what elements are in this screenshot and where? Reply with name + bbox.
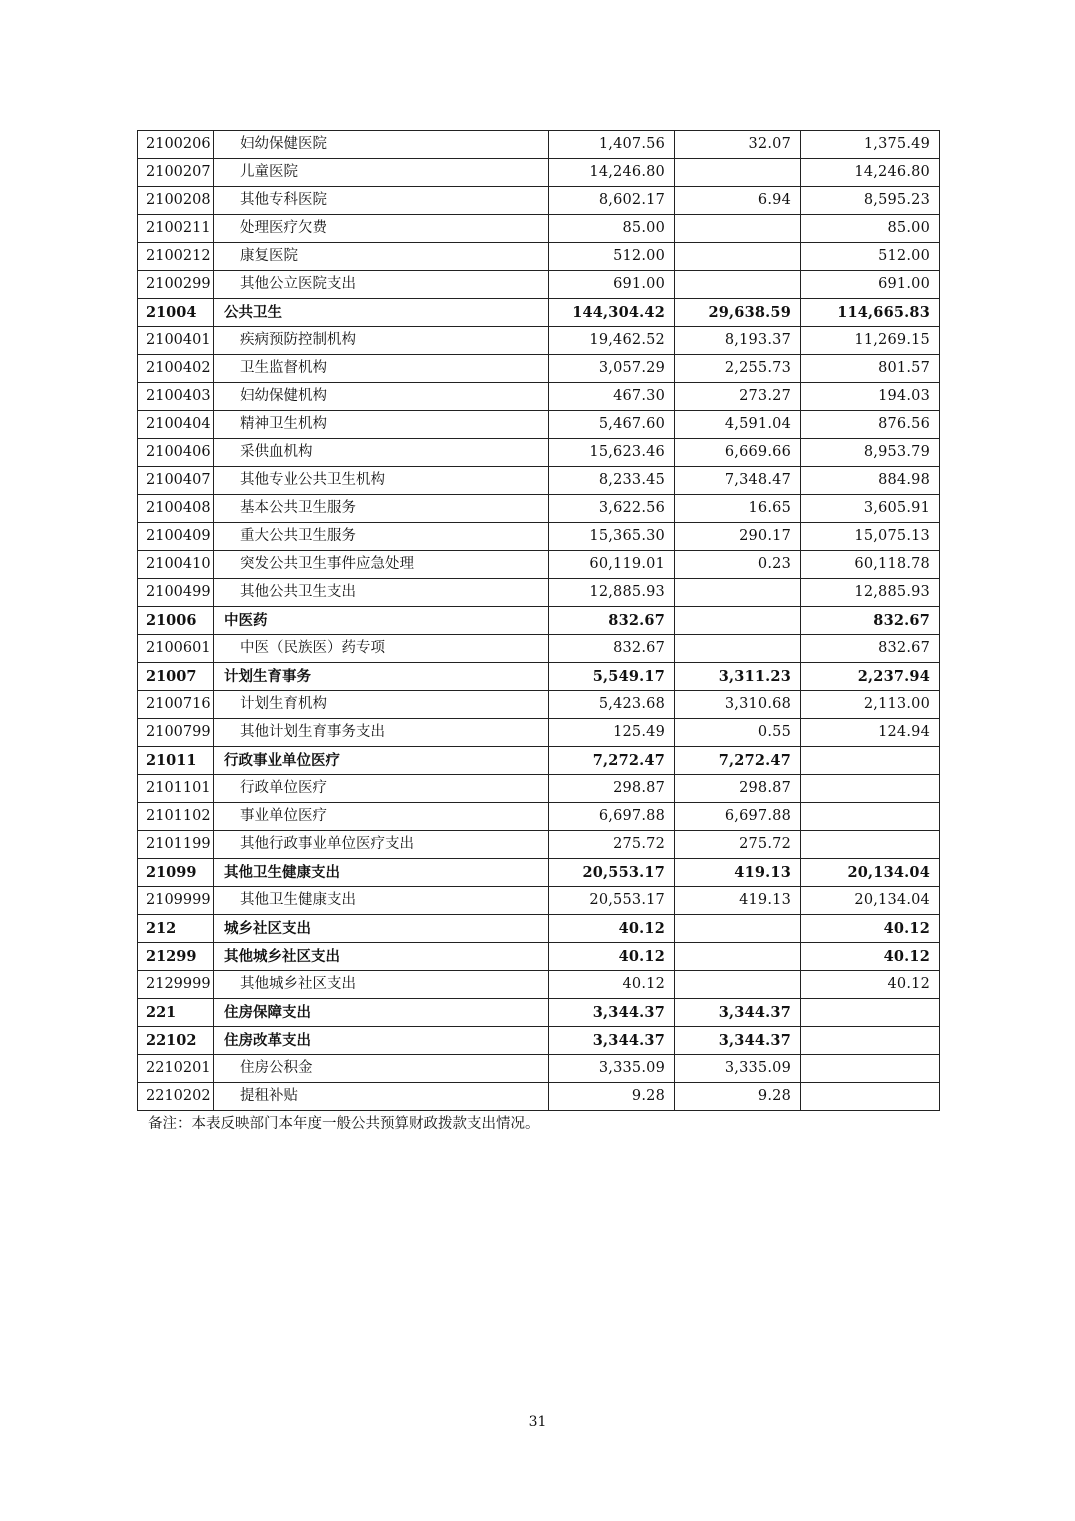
subject-code-cell: 21006: [138, 607, 214, 635]
subject-code-cell: 21004: [138, 299, 214, 327]
subject-code-cell: 2100499: [138, 579, 214, 607]
basic-expenditure-cell: [675, 971, 801, 999]
total-amount-cell: 40.12: [549, 971, 675, 999]
subject-name-cell: 行政事业单位医疗: [214, 747, 549, 775]
subject-name-cell: 提租补贴: [214, 1083, 549, 1111]
subject-name-cell: 其他专科医院: [214, 187, 549, 215]
table-row: [138, 299, 940, 327]
subject-name-cell: 基本公共卫生服务: [214, 495, 549, 523]
total-amount-cell: 275.72: [549, 831, 675, 859]
basic-expenditure-cell: [675, 243, 801, 271]
basic-expenditure-cell: [675, 271, 801, 299]
table-row: [138, 915, 940, 943]
total-amount-cell: 832.67: [549, 607, 675, 635]
total-amount-cell: 60,119.01: [549, 551, 675, 579]
total-amount-cell: 3,622.56: [549, 495, 675, 523]
project-expenditure-cell: [801, 747, 940, 775]
basic-expenditure-cell: [675, 915, 801, 943]
basic-expenditure-cell: 6,669.66: [675, 439, 801, 467]
table-row: [138, 691, 940, 719]
table-row: [138, 411, 940, 439]
subject-name-cell: 行政单位医疗: [214, 775, 549, 803]
total-amount-cell: 691.00: [549, 271, 675, 299]
total-amount-cell: 1,407.56: [549, 131, 675, 159]
total-amount-cell: 5,423.68: [549, 691, 675, 719]
table-row: [138, 831, 940, 859]
subject-code-cell: 2100299: [138, 271, 214, 299]
table-row: [138, 1055, 940, 1083]
subject-code-cell: 2100799: [138, 719, 214, 747]
basic-expenditure-cell: 3,344.37: [675, 999, 801, 1027]
total-amount-cell: 3,335.09: [549, 1055, 675, 1083]
total-amount-cell: 85.00: [549, 215, 675, 243]
basic-expenditure-cell: [675, 215, 801, 243]
table-row: [138, 775, 940, 803]
table-row: [138, 159, 940, 187]
project-expenditure-cell: [801, 1027, 940, 1055]
subject-name-cell: 住房保障支出: [214, 999, 549, 1027]
project-expenditure-cell: [801, 775, 940, 803]
basic-expenditure-cell: 419.13: [675, 887, 801, 915]
subject-code-cell: 2100601: [138, 635, 214, 663]
total-amount-cell: 40.12: [549, 943, 675, 971]
subject-code-cell: 221: [138, 999, 214, 1027]
table-row: [138, 187, 940, 215]
project-expenditure-cell: [801, 1083, 940, 1111]
total-amount-cell: 20,553.17: [549, 859, 675, 887]
table-row: [138, 607, 940, 635]
subject-code-cell: 2100409: [138, 523, 214, 551]
subject-name-cell: 重大公共卫生服务: [214, 523, 549, 551]
total-amount-cell: 8,233.45: [549, 467, 675, 495]
basic-expenditure-cell: 0.55: [675, 719, 801, 747]
subject-name-cell: 事业单位医疗: [214, 803, 549, 831]
subject-name-cell: 精神卫生机构: [214, 411, 549, 439]
subject-code-cell: 2129999: [138, 971, 214, 999]
project-expenditure-cell: 1,375.49: [801, 131, 940, 159]
basic-expenditure-cell: [675, 635, 801, 663]
table-row: [138, 971, 940, 999]
table-footnote: 备注：本表反映部门本年度一般公共预算财政拨款支出情况。: [148, 1116, 540, 1132]
project-expenditure-cell: 14,246.80: [801, 159, 940, 187]
project-expenditure-cell: 691.00: [801, 271, 940, 299]
subject-code-cell: 2100207: [138, 159, 214, 187]
subject-code-cell: 2100407: [138, 467, 214, 495]
project-expenditure-cell: 124.94: [801, 719, 940, 747]
project-expenditure-cell: 876.56: [801, 411, 940, 439]
project-expenditure-cell: 40.12: [801, 943, 940, 971]
basic-expenditure-cell: 4,591.04: [675, 411, 801, 439]
subject-code-cell: 2100410: [138, 551, 214, 579]
basic-expenditure-cell: 3,335.09: [675, 1055, 801, 1083]
project-expenditure-cell: 832.67: [801, 635, 940, 663]
subject-name-cell: 其他专业公共卫生机构: [214, 467, 549, 495]
basic-expenditure-cell: 298.87: [675, 775, 801, 803]
table-row: [138, 131, 940, 159]
basic-expenditure-cell: [675, 579, 801, 607]
basic-expenditure-cell: [675, 943, 801, 971]
subject-name-cell: 其他计划生育事务支出: [214, 719, 549, 747]
budget-expenditure-table: [137, 130, 940, 1111]
basic-expenditure-cell: 16.65: [675, 495, 801, 523]
subject-code-cell: 22102: [138, 1027, 214, 1055]
table-row: [138, 551, 940, 579]
project-expenditure-cell: 832.67: [801, 607, 940, 635]
basic-expenditure-cell: 273.27: [675, 383, 801, 411]
subject-name-cell: 其他城乡社区支出: [214, 971, 549, 999]
project-expenditure-cell: 60,118.78: [801, 551, 940, 579]
table-row: [138, 803, 940, 831]
table-row: [138, 719, 940, 747]
subject-name-cell: 儿童医院: [214, 159, 549, 187]
table-row: [138, 243, 940, 271]
project-expenditure-cell: 40.12: [801, 915, 940, 943]
total-amount-cell: 5,467.60: [549, 411, 675, 439]
basic-expenditure-cell: 3,311.23: [675, 663, 801, 691]
project-expenditure-cell: 8,953.79: [801, 439, 940, 467]
subject-code-cell: 2210202: [138, 1083, 214, 1111]
subject-name-cell: 住房改革支出: [214, 1027, 549, 1055]
subject-code-cell: 2210201: [138, 1055, 214, 1083]
subject-name-cell: 其他城乡社区支出: [214, 943, 549, 971]
subject-code-cell: 2101102: [138, 803, 214, 831]
subject-name-cell: 康复医院: [214, 243, 549, 271]
project-expenditure-cell: 8,595.23: [801, 187, 940, 215]
subject-name-cell: 突发公共卫生事件应急处理: [214, 551, 549, 579]
subject-code-cell: 2100212: [138, 243, 214, 271]
basic-expenditure-cell: 3,344.37: [675, 1027, 801, 1055]
project-expenditure-cell: 801.57: [801, 355, 940, 383]
project-expenditure-cell: 512.00: [801, 243, 940, 271]
basic-expenditure-cell: 290.17: [675, 523, 801, 551]
table-row: [138, 1027, 940, 1055]
table-row: [138, 579, 940, 607]
subject-code-cell: 2100408: [138, 495, 214, 523]
basic-expenditure-cell: 419.13: [675, 859, 801, 887]
total-amount-cell: 40.12: [549, 915, 675, 943]
total-amount-cell: 20,553.17: [549, 887, 675, 915]
total-amount-cell: 125.49: [549, 719, 675, 747]
subject-name-cell: 其他行政事业单位医疗支出: [214, 831, 549, 859]
project-expenditure-cell: 12,885.93: [801, 579, 940, 607]
basic-expenditure-cell: 0.23: [675, 551, 801, 579]
subject-name-cell: 计划生育事务: [214, 663, 549, 691]
project-expenditure-cell: 194.03: [801, 383, 940, 411]
subject-name-cell: 城乡社区支出: [214, 915, 549, 943]
table-row: [138, 383, 940, 411]
basic-expenditure-cell: 3,310.68: [675, 691, 801, 719]
total-amount-cell: 512.00: [549, 243, 675, 271]
total-amount-cell: 6,697.88: [549, 803, 675, 831]
table-row: [138, 747, 940, 775]
project-expenditure-cell: 3,605.91: [801, 495, 940, 523]
basic-expenditure-cell: 7,348.47: [675, 467, 801, 495]
basic-expenditure-cell: 32.07: [675, 131, 801, 159]
table-row: [138, 355, 940, 383]
subject-code-cell: 2109999: [138, 887, 214, 915]
total-amount-cell: 7,272.47: [549, 747, 675, 775]
total-amount-cell: 5,549.17: [549, 663, 675, 691]
subject-code-cell: 212: [138, 915, 214, 943]
subject-code-cell: 2100402: [138, 355, 214, 383]
total-amount-cell: 3,344.37: [549, 999, 675, 1027]
basic-expenditure-cell: 8,193.37: [675, 327, 801, 355]
basic-expenditure-cell: 7,272.47: [675, 747, 801, 775]
subject-code-cell: 2100403: [138, 383, 214, 411]
total-amount-cell: 3,057.29: [549, 355, 675, 383]
subject-name-cell: 妇幼保健机构: [214, 383, 549, 411]
subject-code-cell: 2100208: [138, 187, 214, 215]
subject-code-cell: 2100716: [138, 691, 214, 719]
total-amount-cell: 467.30: [549, 383, 675, 411]
subject-code-cell: 21007: [138, 663, 214, 691]
total-amount-cell: 144,304.42: [549, 299, 675, 327]
subject-code-cell: 2100206: [138, 131, 214, 159]
table-row: [138, 999, 940, 1027]
subject-code-cell: 21099: [138, 859, 214, 887]
total-amount-cell: 15,365.30: [549, 523, 675, 551]
table-row: [138, 859, 940, 887]
project-expenditure-cell: [801, 999, 940, 1027]
project-expenditure-cell: 114,665.83: [801, 299, 940, 327]
subject-name-cell: 中医（民族医）药专项: [214, 635, 549, 663]
basic-expenditure-cell: [675, 159, 801, 187]
subject-name-cell: 中医药: [214, 607, 549, 635]
total-amount-cell: 19,462.52: [549, 327, 675, 355]
page-number: 31: [528, 1414, 547, 1430]
total-amount-cell: 832.67: [549, 635, 675, 663]
basic-expenditure-cell: 9.28: [675, 1083, 801, 1111]
subject-name-cell: 公共卫生: [214, 299, 549, 327]
subject-name-cell: 住房公积金: [214, 1055, 549, 1083]
project-expenditure-cell: 20,134.04: [801, 859, 940, 887]
subject-code-cell: 21011: [138, 747, 214, 775]
total-amount-cell: 8,602.17: [549, 187, 675, 215]
subject-code-cell: 2101101: [138, 775, 214, 803]
project-expenditure-cell: 15,075.13: [801, 523, 940, 551]
project-expenditure-cell: [801, 1055, 940, 1083]
table-row: [138, 467, 940, 495]
subject-name-cell: 其他卫生健康支出: [214, 887, 549, 915]
table-body: [138, 131, 940, 1111]
total-amount-cell: 298.87: [549, 775, 675, 803]
total-amount-cell: 15,623.46: [549, 439, 675, 467]
table-row: [138, 887, 940, 915]
subject-code-cell: 2101199: [138, 831, 214, 859]
total-amount-cell: 12,885.93: [549, 579, 675, 607]
table-row: [138, 1083, 940, 1111]
total-amount-cell: 3,344.37: [549, 1027, 675, 1055]
table-row: [138, 523, 940, 551]
total-amount-cell: 14,246.80: [549, 159, 675, 187]
subject-code-cell: 2100406: [138, 439, 214, 467]
project-expenditure-cell: 2,237.94: [801, 663, 940, 691]
basic-expenditure-cell: 29,638.59: [675, 299, 801, 327]
project-expenditure-cell: 20,134.04: [801, 887, 940, 915]
basic-expenditure-cell: 6,697.88: [675, 803, 801, 831]
project-expenditure-cell: [801, 803, 940, 831]
subject-name-cell: 其他公立医院支出: [214, 271, 549, 299]
table-row: [138, 215, 940, 243]
subject-name-cell: 疾病预防控制机构: [214, 327, 549, 355]
project-expenditure-cell: 2,113.00: [801, 691, 940, 719]
total-amount-cell: 9.28: [549, 1083, 675, 1111]
subject-name-cell: 计划生育机构: [214, 691, 549, 719]
subject-code-cell: 2100211: [138, 215, 214, 243]
project-expenditure-cell: 40.12: [801, 971, 940, 999]
subject-name-cell: 其他公共卫生支出: [214, 579, 549, 607]
basic-expenditure-cell: [675, 607, 801, 635]
subject-name-cell: 卫生监督机构: [214, 355, 549, 383]
table-row: [138, 943, 940, 971]
table-row: [138, 327, 940, 355]
table-row: [138, 663, 940, 691]
subject-name-cell: 采供血机构: [214, 439, 549, 467]
project-expenditure-cell: 884.98: [801, 467, 940, 495]
table-row: [138, 439, 940, 467]
subject-name-cell: 妇幼保健医院: [214, 131, 549, 159]
basic-expenditure-cell: 275.72: [675, 831, 801, 859]
basic-expenditure-cell: 6.94: [675, 187, 801, 215]
project-expenditure-cell: 85.00: [801, 215, 940, 243]
project-expenditure-cell: 11,269.15: [801, 327, 940, 355]
table-row: [138, 635, 940, 663]
subject-code-cell: 21299: [138, 943, 214, 971]
subject-name-cell: 处理医疗欠费: [214, 215, 549, 243]
table-row: [138, 271, 940, 299]
basic-expenditure-cell: 2,255.73: [675, 355, 801, 383]
subject-code-cell: 2100404: [138, 411, 214, 439]
project-expenditure-cell: [801, 831, 940, 859]
table-row: [138, 495, 940, 523]
subject-name-cell: 其他卫生健康支出: [214, 859, 549, 887]
subject-code-cell: 2100401: [138, 327, 214, 355]
